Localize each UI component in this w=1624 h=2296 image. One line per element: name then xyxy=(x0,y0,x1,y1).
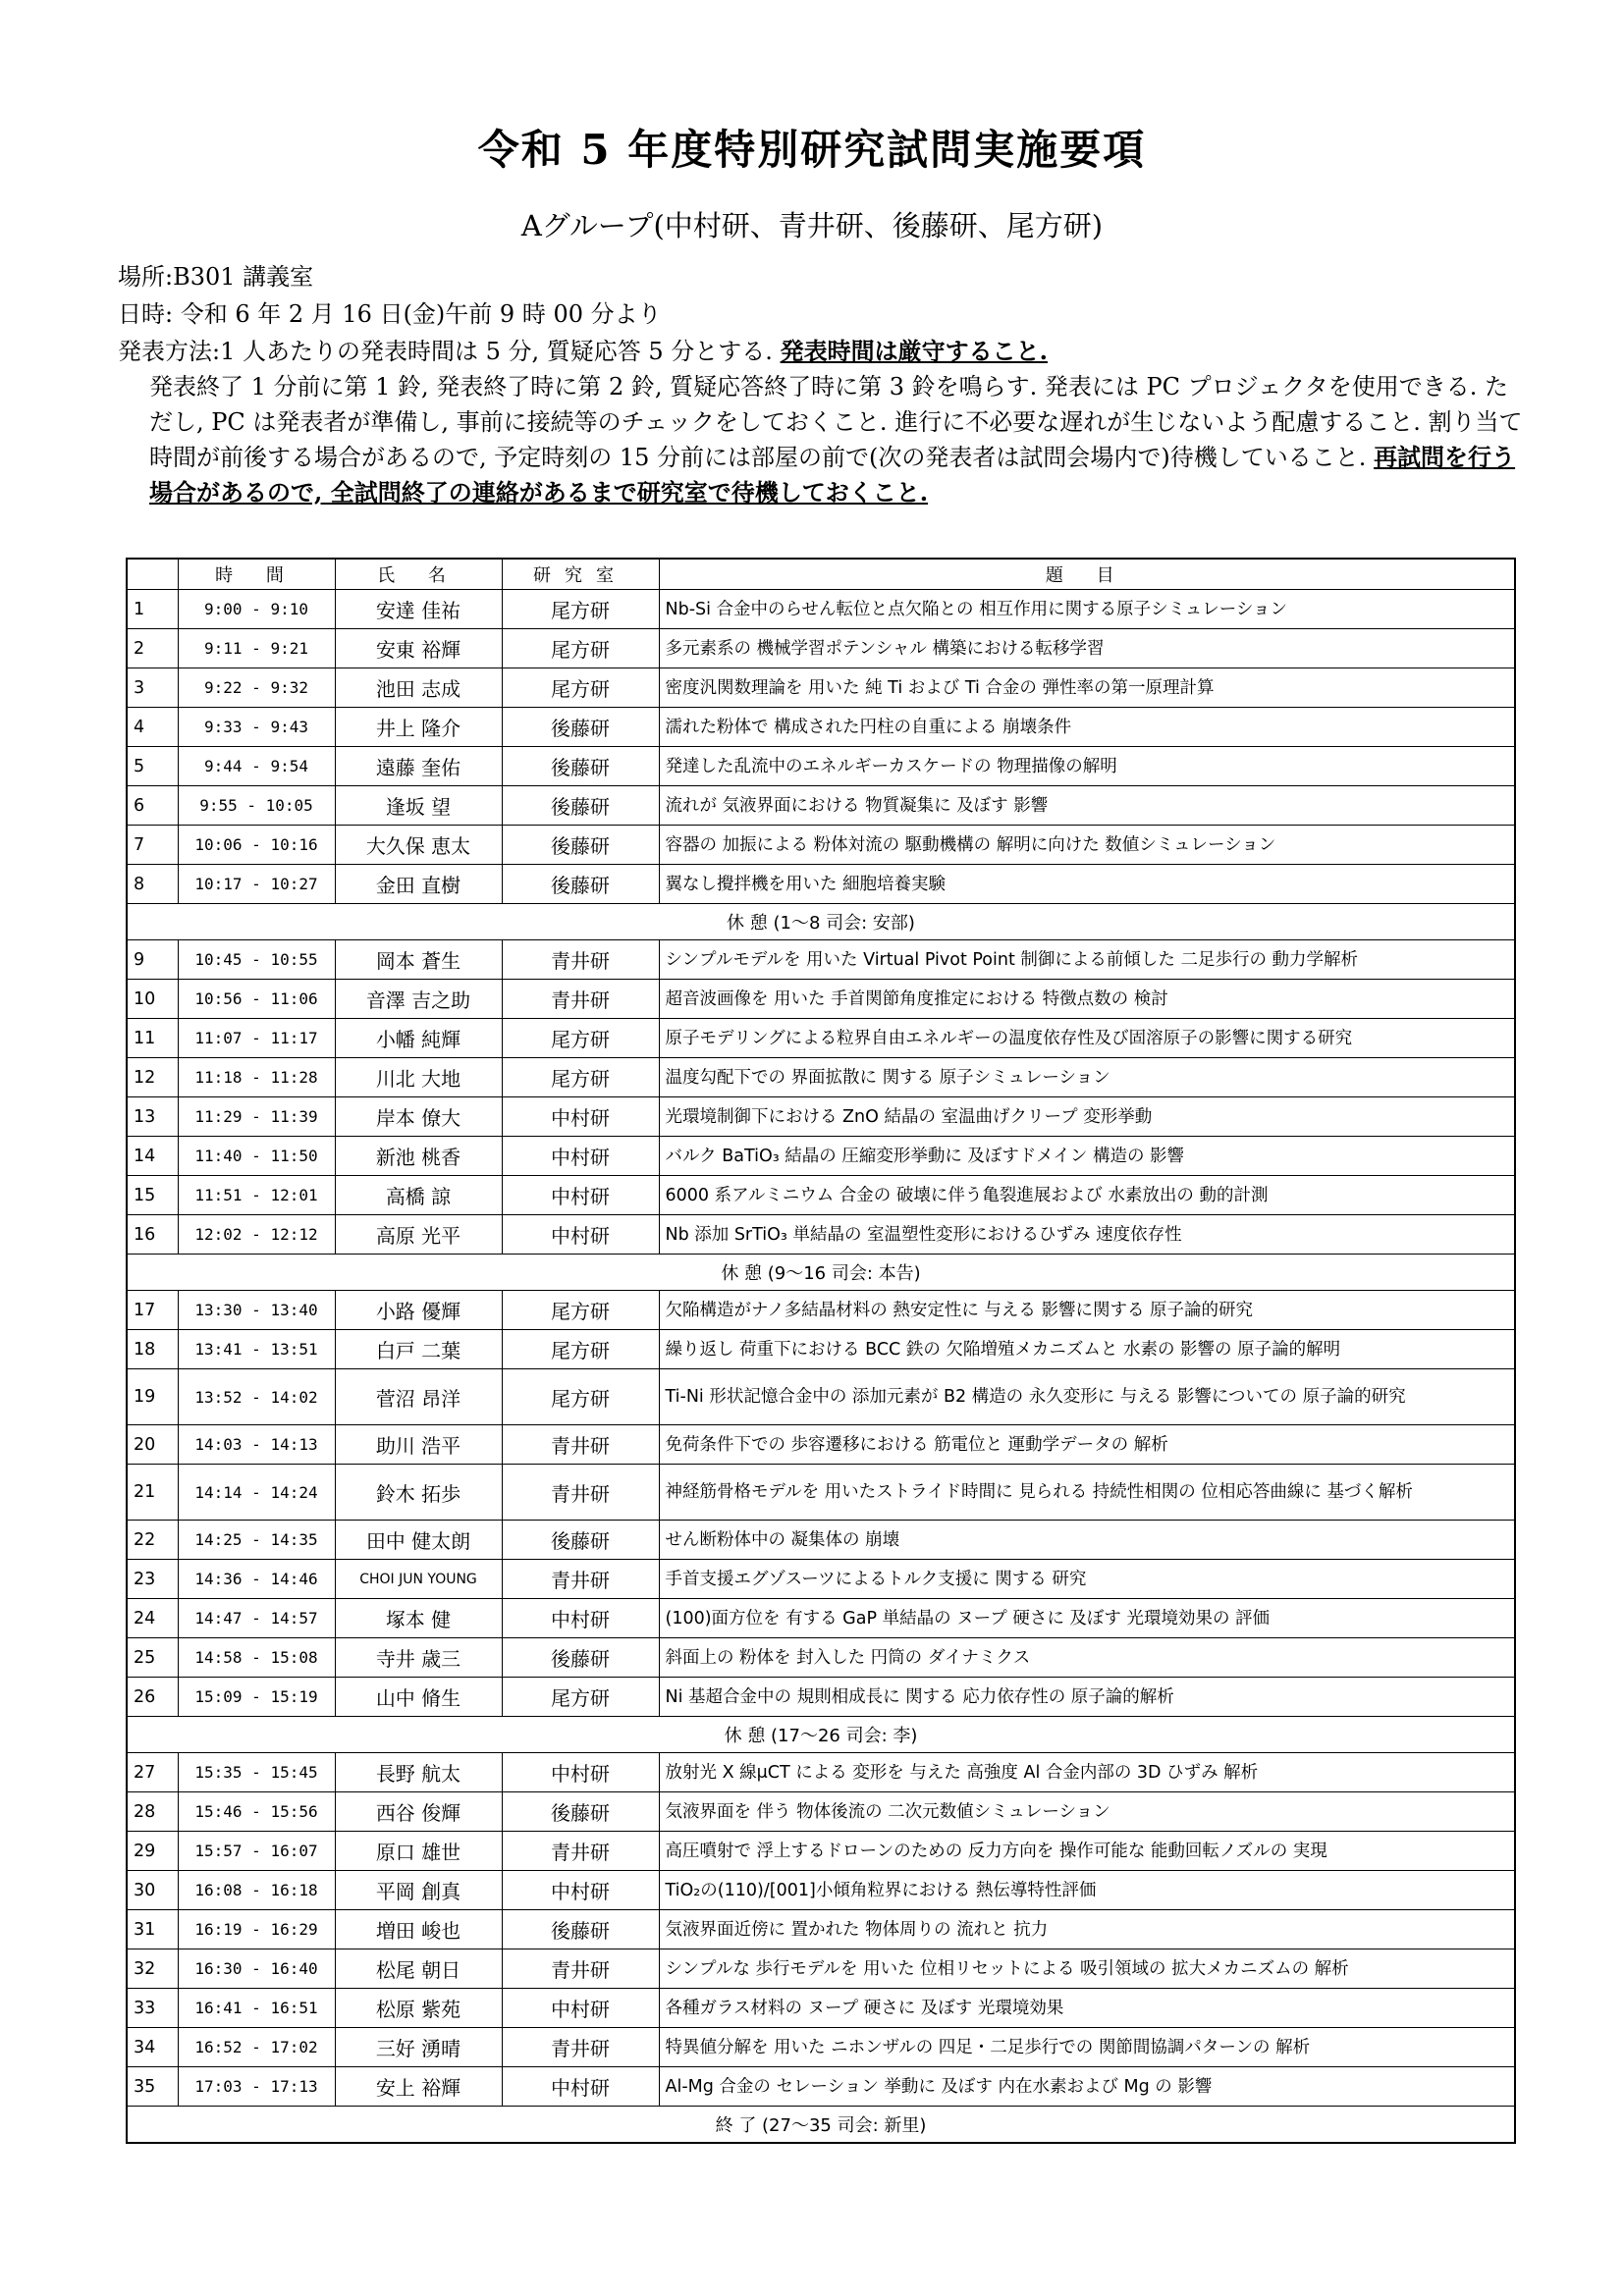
presenter-name: 安達 佳祐 xyxy=(335,590,502,629)
break-label: 休 憩 (17〜26 司会: 李) xyxy=(127,1717,1515,1753)
row-number: 10 xyxy=(127,980,178,1019)
table-row xyxy=(127,1215,1515,1255)
time-slot: 14:47 - 14:57 xyxy=(178,1599,335,1638)
row-number: 16 xyxy=(127,1215,178,1255)
time-slot: 14:25 - 14:35 xyxy=(178,1521,335,1560)
table-row xyxy=(127,786,1515,826)
table-row xyxy=(127,1989,1515,2028)
time-slot: 11:29 - 11:39 xyxy=(178,1097,335,1137)
lab-name: 青井研 xyxy=(502,1425,659,1465)
time-slot: 9:11 - 9:21 xyxy=(178,629,335,668)
row-number: 13 xyxy=(127,1097,178,1137)
presenter-name: 小幡 純輝 xyxy=(335,1019,502,1058)
method-text: 発表方法:1 人あたりの発表時間は 5 分, 質疑応答 5 分とする. xyxy=(118,338,773,365)
break-row xyxy=(127,1255,1515,1291)
time-slot: 16:52 - 17:02 xyxy=(178,2028,335,2067)
table-row xyxy=(127,747,1515,786)
row-number: 27 xyxy=(127,1753,178,1792)
topic-title: 放射光 X 線μCT による 変形を 与えた 高強度 Al 合金内部の 3D ひずみ 解析 xyxy=(659,1753,1515,1792)
lab-name: 中村研 xyxy=(502,1989,659,2028)
presenter-name: 三好 湧晴 xyxy=(335,2028,502,2067)
row-number: 22 xyxy=(127,1521,178,1560)
lab-name: 青井研 xyxy=(502,940,659,980)
lab-name: 後藤研 xyxy=(502,786,659,826)
topic-title: 密度汎関数理論を 用いた 純 Ti および Ti 合金の 弾性率の第一原理計算 xyxy=(659,668,1515,708)
time-slot: 10:45 - 10:55 xyxy=(178,940,335,980)
break-row xyxy=(127,1717,1515,1753)
topic-title: Nb-Si 合金中のらせん転位と点欠陥との 相互作用に関する原子シミュレーション xyxy=(659,590,1515,629)
lab-name: 中村研 xyxy=(502,1599,659,1638)
lab-name: 後藤研 xyxy=(502,708,659,747)
row-number: 19 xyxy=(127,1369,178,1425)
table-row xyxy=(127,629,1515,668)
instructions-emphasis: 再試問を行う場合があるので, 全試問終了の連絡があるまで研究室で待機しておくこと. xyxy=(149,443,1516,507)
time-slot: 16:41 - 16:51 xyxy=(178,1989,335,2028)
time-slot: 13:52 - 14:02 xyxy=(178,1369,335,1425)
table-row xyxy=(127,1291,1515,1330)
lab-name: 後藤研 xyxy=(502,826,659,865)
presenter-name: 岸本 僚大 xyxy=(335,1097,502,1137)
table-row xyxy=(127,826,1515,865)
topic-title: バルク BaTiO₃ 結晶の 圧縮変形挙動に 及ぼすドメイン 構造の 影響 xyxy=(659,1137,1515,1176)
presenter-name: 高原 光平 xyxy=(335,1215,502,1255)
lab-name: 中村研 xyxy=(502,1176,659,1215)
presenter-name: 安上 裕輝 xyxy=(335,2067,502,2107)
table-row xyxy=(127,980,1515,1019)
table-row xyxy=(127,1369,1515,1425)
topic-title: 繰り返し 荷重下における BCC 鉄の 欠陥増殖メカニズムと 水素の 影響の 原子論的解明 xyxy=(659,1330,1515,1369)
header-lab: 研究室 xyxy=(502,559,659,590)
presenter-name: 小路 優輝 xyxy=(335,1291,502,1330)
row-number: 6 xyxy=(127,786,178,826)
break-label: 休 憩 (9〜16 司会: 本告) xyxy=(127,1255,1515,1291)
lab-name: 中村研 xyxy=(502,2067,659,2107)
presenter-name: 原口 雄世 xyxy=(335,1832,502,1871)
table-row xyxy=(127,590,1515,629)
presenter-name: 増田 峻也 xyxy=(335,1910,502,1949)
presenter-name: 菅沼 昂洋 xyxy=(335,1369,502,1425)
topic-title: 6000 系アルミニウム 合金の 破壊に伴う亀裂進展および 水素放出の 動的計測 xyxy=(659,1176,1515,1215)
row-number: 28 xyxy=(127,1792,178,1832)
time-slot: 9:22 - 9:32 xyxy=(178,668,335,708)
table-row xyxy=(127,2028,1515,2067)
row-number: 31 xyxy=(127,1910,178,1949)
topic-title: Al-Mg 合金の セレーション 挙動に 及ぼす 内在水素および Mg の 影響 xyxy=(659,2067,1515,2107)
time-slot: 15:09 - 15:19 xyxy=(178,1678,335,1717)
time-slot: 12:02 - 12:12 xyxy=(178,1215,335,1255)
table-row xyxy=(127,1560,1515,1599)
time-slot: 14:36 - 14:46 xyxy=(178,1560,335,1599)
lab-name: 尾方研 xyxy=(502,1369,659,1425)
row-number: 17 xyxy=(127,1291,178,1330)
presenter-name: 山中 脩生 xyxy=(335,1678,502,1717)
row-number: 15 xyxy=(127,1176,178,1215)
table-row xyxy=(127,2067,1515,2107)
table-row xyxy=(127,1097,1515,1137)
method-emphasis: 発表時間は厳守すること. xyxy=(780,337,1048,365)
topic-title: 特異値分解を 用いた ニホンザルの 四足・二足歩行での 関節間協調パターンの 解析 xyxy=(659,2028,1515,2067)
topic-title: Ni 基超合金中の 規則相成長に 関する 応力依存性の 原子論的解析 xyxy=(659,1678,1515,1717)
table-row xyxy=(127,1949,1515,1989)
topic-title: 各種ガラス材料の ヌープ 硬さに 及ぼす 光環境効果 xyxy=(659,1989,1515,2028)
table-row xyxy=(127,1465,1515,1521)
time-slot: 15:57 - 16:07 xyxy=(178,1832,335,1871)
method-line xyxy=(118,332,1532,366)
row-number: 4 xyxy=(127,708,178,747)
topic-title: 手首支援エグゾスーツによるトルク支援に 関する 研究 xyxy=(659,1560,1515,1599)
topic-title: 神経筋骨格モデルを 用いたストライド時間に 見られる 持続性相関の 位相応答曲線に 基づく解析 xyxy=(659,1465,1515,1521)
presenter-name: 安東 裕輝 xyxy=(335,629,502,668)
lab-name: 中村研 xyxy=(502,1097,659,1137)
presenter-name: 新池 桃香 xyxy=(335,1137,502,1176)
presenter-name: 大久保 恵太 xyxy=(335,826,502,865)
topic-title: 超音波画像を 用いた 手首関節角度推定における 特徴点数の 検討 xyxy=(659,980,1515,1019)
lab-name: 青井研 xyxy=(502,980,659,1019)
time-slot: 13:30 - 13:40 xyxy=(178,1291,335,1330)
time-slot: 10:56 - 11:06 xyxy=(178,980,335,1019)
row-number: 26 xyxy=(127,1678,178,1717)
time-slot: 14:58 - 15:08 xyxy=(178,1638,335,1678)
time-slot: 15:46 - 15:56 xyxy=(178,1792,335,1832)
topic-title: 濡れた粉体で 構成された円柱の自重による 崩壊条件 xyxy=(659,708,1515,747)
table-row xyxy=(127,1910,1515,1949)
topic-title: 温度勾配下での 界面拡散に 関する 原子シミュレーション xyxy=(659,1058,1515,1097)
table-row xyxy=(127,1137,1515,1176)
page-title: 令和 5 年度特別研究試問実施要項 xyxy=(477,126,1147,174)
row-number: 8 xyxy=(127,865,178,904)
place-line: 場所:B301 講義室 xyxy=(118,263,314,291)
presenter-name: 平岡 創真 xyxy=(335,1871,502,1910)
presenter-name: 助川 浩平 xyxy=(335,1425,502,1465)
break-row xyxy=(127,904,1515,940)
lab-name: 中村研 xyxy=(502,1215,659,1255)
presenter-name: 松原 紫苑 xyxy=(335,1989,502,2028)
presenter-name: 松尾 朝日 xyxy=(335,1949,502,1989)
break-row xyxy=(127,2107,1515,2144)
topic-title: 翼なし攪拌機を用いた 細胞培養実験 xyxy=(659,865,1515,904)
table-header-row xyxy=(127,559,1515,590)
lab-name: 尾方研 xyxy=(502,1291,659,1330)
date-line: 日時: 令和 6 年 2 月 16 日(金)午前 9 時 00 分より xyxy=(118,300,662,328)
presenter-name: 遠藤 奎佑 xyxy=(335,747,502,786)
topic-title: 発達した乱流中のエネルギーカスケードの 物理描像の解明 xyxy=(659,747,1515,786)
lab-name: 尾方研 xyxy=(502,1058,659,1097)
time-slot: 9:55 - 10:05 xyxy=(178,786,335,826)
lab-name: 後藤研 xyxy=(502,865,659,904)
time-slot: 11:18 - 11:28 xyxy=(178,1058,335,1097)
instructions-text: 発表終了 1 分前に第 1 鈴, 発表終了時に第 2 鈴, 質疑応答終了時に第 3 鈴を鳴らす. 発表には PC プロジェクタを使用できる. ただし, PC は発表者が準備し, 事前に接続等のチェックをしておくこと. 進行に不必要な遅れが生じないよう配慮すること. 割り当て時間が前後する場合があるので, 予定時刻の 15 分前には部屋の前で(次の発表者は試問会場内で)待機していること. xyxy=(149,373,1523,471)
row-number: 30 xyxy=(127,1871,178,1910)
table-row xyxy=(127,1638,1515,1678)
table-row xyxy=(127,865,1515,904)
topic-title: 光環境制御下における ZnO 結晶の 室温曲げクリープ 変形挙動 xyxy=(659,1097,1515,1137)
row-number: 33 xyxy=(127,1989,178,2028)
time-slot: 9:44 - 9:54 xyxy=(178,747,335,786)
table-row xyxy=(127,1599,1515,1638)
time-slot: 10:06 - 10:16 xyxy=(178,826,335,865)
table-row xyxy=(127,708,1515,747)
row-number: 35 xyxy=(127,2067,178,2107)
time-slot: 11:07 - 11:17 xyxy=(178,1019,335,1058)
header-name: 氏 名 xyxy=(335,559,502,590)
topic-title: 気液界面近傍に 置かれた 物体周りの 流れと 抗力 xyxy=(659,1910,1515,1949)
lab-name: 尾方研 xyxy=(502,590,659,629)
header-no xyxy=(127,559,178,590)
table-row xyxy=(127,1792,1515,1832)
table-row xyxy=(127,1425,1515,1465)
presenter-name: 寺井 歳三 xyxy=(335,1638,502,1678)
table-row xyxy=(127,1678,1515,1717)
time-slot: 15:35 - 15:45 xyxy=(178,1753,335,1792)
row-number: 29 xyxy=(127,1832,178,1871)
table-row xyxy=(127,940,1515,980)
topic-title: 高圧噴射で 浮上するドローンのための 反力方向を 操作可能な 能動回転ノズルの 実現 xyxy=(659,1832,1515,1871)
presenter-name: 白戸 二葉 xyxy=(335,1330,502,1369)
time-slot: 10:17 - 10:27 xyxy=(178,865,335,904)
presenter-name: 岡本 蒼生 xyxy=(335,940,502,980)
table-row xyxy=(127,1019,1515,1058)
time-slot: 11:40 - 11:50 xyxy=(178,1137,335,1176)
time-slot: 9:33 - 9:43 xyxy=(178,708,335,747)
topic-title: Ti-Ni 形状記憶合金中の 添加元素が B2 構造の 永久変形に 与える 影響についての 原子論的研究 xyxy=(659,1369,1515,1425)
lab-name: 青井研 xyxy=(502,2028,659,2067)
break-label: 休 憩 (1〜8 司会: 安部) xyxy=(127,904,1515,940)
topic-title: 原子モデリングによる粒界自由エネルギーの温度依存性及び固溶原子の影響に関する研究 xyxy=(659,1019,1515,1058)
topic-title: シンプルな 歩行モデルを 用いた 位相リセットによる 吸引領域の 拡大メカニズムの 解析 xyxy=(659,1949,1515,1989)
topic-title: 欠陥構造がナノ多結晶材料の 熱安定性に 与える 影響に関する 原子論的研究 xyxy=(659,1291,1515,1330)
time-slot: 13:41 - 13:51 xyxy=(178,1330,335,1369)
time-slot: 14:03 - 14:13 xyxy=(178,1425,335,1465)
lab-name: 後藤研 xyxy=(502,1910,659,1949)
topic-title: 多元素系の 機械学習ポテンシャル 構築における転移学習 xyxy=(659,629,1515,668)
presenter-name: 井上 隆介 xyxy=(335,708,502,747)
lab-name: 青井研 xyxy=(502,1949,659,1989)
topic-title: 流れが 気液界面における 物質凝集に 及ぼす 影響 xyxy=(659,786,1515,826)
lab-name: 後藤研 xyxy=(502,1792,659,1832)
lab-name: 後藤研 xyxy=(502,1521,659,1560)
topic-title: TiO₂の(110)/[001]小傾角粒界における 熱伝導特性評価 xyxy=(659,1871,1515,1910)
lab-name: 青井研 xyxy=(502,1465,659,1521)
lab-name: 青井研 xyxy=(502,1560,659,1599)
table-row xyxy=(127,1753,1515,1792)
lab-name: 青井研 xyxy=(502,1832,659,1871)
instructions-paragraph xyxy=(149,369,1524,510)
topic-title: 斜面上の 粉体を 封入した 円筒の ダイナミクス xyxy=(659,1638,1515,1678)
presenter-name: 高橋 諒 xyxy=(335,1176,502,1215)
time-slot: 11:51 - 12:01 xyxy=(178,1176,335,1215)
lab-name: 尾方研 xyxy=(502,1678,659,1717)
presenter-name: 鈴木 拓歩 xyxy=(335,1465,502,1521)
row-number: 11 xyxy=(127,1019,178,1058)
table-row xyxy=(127,668,1515,708)
row-number: 5 xyxy=(127,747,178,786)
table-row xyxy=(127,1521,1515,1560)
topic-title: シンプルモデルを 用いた Virtual Pivot Point 制御による前傾した 二足歩行の 動力学解析 xyxy=(659,940,1515,980)
presenter-name: 川北 大地 xyxy=(335,1058,502,1097)
table-row xyxy=(127,1058,1515,1097)
row-number: 24 xyxy=(127,1599,178,1638)
lab-name: 後藤研 xyxy=(502,1638,659,1678)
row-number: 7 xyxy=(127,826,178,865)
presenter-name: CHOI JUN YOUNG xyxy=(335,1560,502,1599)
group-subtitle: Aグループ(中村研、青井研、後藤研、尾方研) xyxy=(520,209,1104,242)
topic-title: Nb 添加 SrTiO₃ 単結晶の 室温塑性変形におけるひずみ 速度依存性 xyxy=(659,1215,1515,1255)
row-number: 20 xyxy=(127,1425,178,1465)
time-slot: 16:19 - 16:29 xyxy=(178,1910,335,1949)
lab-name: 中村研 xyxy=(502,1753,659,1792)
row-number: 2 xyxy=(127,629,178,668)
row-number: 14 xyxy=(127,1137,178,1176)
time-slot: 17:03 - 17:13 xyxy=(178,2067,335,2107)
row-number: 23 xyxy=(127,1560,178,1599)
lab-name: 中村研 xyxy=(502,1137,659,1176)
row-number: 18 xyxy=(127,1330,178,1369)
schedule-body xyxy=(127,590,1515,2144)
row-number: 32 xyxy=(127,1949,178,1989)
lab-name: 尾方研 xyxy=(502,1330,659,1369)
time-slot: 9:00 - 9:10 xyxy=(178,590,335,629)
topic-title: 免荷条件下での 歩容遷移における 筋電位と 運動学データの 解析 xyxy=(659,1425,1515,1465)
presenter-name: 音澤 吉之助 xyxy=(335,980,502,1019)
presenter-name: 長野 航太 xyxy=(335,1753,502,1792)
header-time: 時 間 xyxy=(178,559,335,590)
presenter-name: 塚本 健 xyxy=(335,1599,502,1638)
topic-title: せん断粉体中の 凝集体の 崩壊 xyxy=(659,1521,1515,1560)
table-row xyxy=(127,1176,1515,1215)
topic-title: (100)面方位を 有する GaP 単結晶の ヌープ 硬さに 及ぼす 光環境効果の 評価 xyxy=(659,1599,1515,1638)
row-number: 34 xyxy=(127,2028,178,2067)
row-number: 12 xyxy=(127,1058,178,1097)
row-number: 3 xyxy=(127,668,178,708)
header-topic: 題 目 xyxy=(659,559,1515,590)
topic-title: 容器の 加振による 粉体対流の 駆動機構の 解明に向けた 数値シミュレーション xyxy=(659,826,1515,865)
schedule-table xyxy=(126,558,1516,2144)
lab-name: 尾方研 xyxy=(502,629,659,668)
presenter-name: 西谷 俊輝 xyxy=(335,1792,502,1832)
time-slot: 16:08 - 16:18 xyxy=(178,1871,335,1910)
presenter-name: 池田 志成 xyxy=(335,668,502,708)
topic-title: 気液界面を 伴う 物体後流の 二次元数値シミュレーション xyxy=(659,1792,1515,1832)
presenter-name: 金田 直樹 xyxy=(335,865,502,904)
table-row xyxy=(127,1330,1515,1369)
table-row xyxy=(127,1832,1515,1871)
presenter-name: 逢坂 望 xyxy=(335,786,502,826)
break-label: 終 了 (27〜35 司会: 新里) xyxy=(127,2107,1515,2144)
time-slot: 16:30 - 16:40 xyxy=(178,1949,335,1989)
presenter-name: 田中 健太朗 xyxy=(335,1521,502,1560)
lab-name: 中村研 xyxy=(502,1871,659,1910)
row-number: 9 xyxy=(127,940,178,980)
row-number: 1 xyxy=(127,590,178,629)
lab-name: 尾方研 xyxy=(502,668,659,708)
lab-name: 尾方研 xyxy=(502,1019,659,1058)
row-number: 21 xyxy=(127,1465,178,1521)
table-row xyxy=(127,1871,1515,1910)
lab-name: 後藤研 xyxy=(502,747,659,786)
time-slot: 14:14 - 14:24 xyxy=(178,1465,335,1521)
row-number: 25 xyxy=(127,1638,178,1678)
